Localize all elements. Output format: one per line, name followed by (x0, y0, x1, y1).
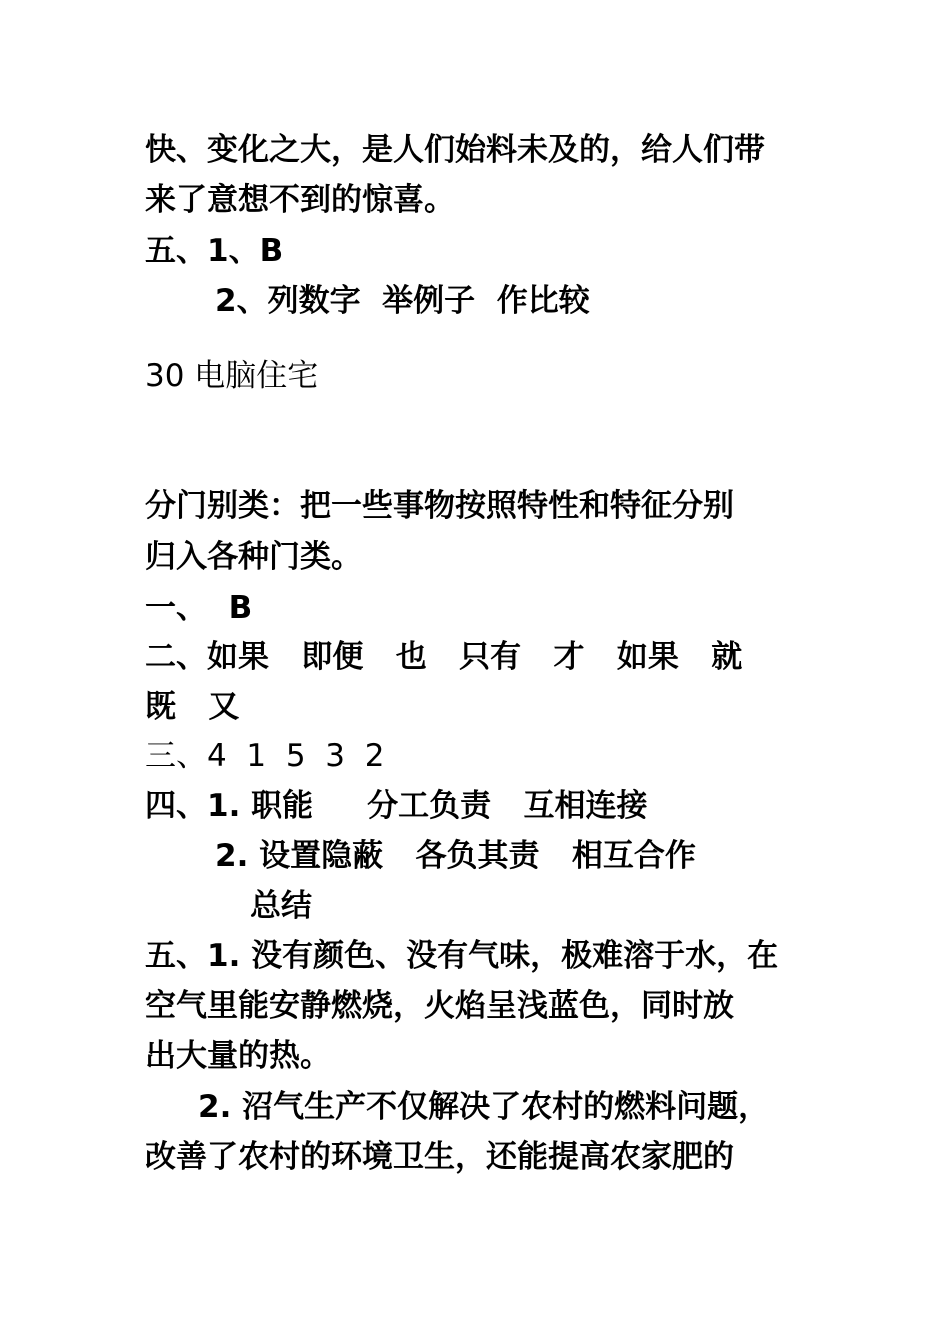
text-line: 空气里能安静燃烧，火焰呈浅蓝色，同时放 (145, 988, 734, 1024)
text-line: 分门别类：把一些事物按照特性和特征分别 (145, 488, 734, 524)
text-line: 归入各种门类。 (145, 539, 362, 575)
text-line: 二、如果 即便 也 只有 才 如果 就 (145, 639, 743, 675)
text-line: 2. 设置隐蔽 各负其责 相互合作 (215, 838, 696, 874)
text-line: 三、4 1 5 3 2 (145, 738, 385, 774)
text-line: 四、1. 职能 分工负责 互相连接 (145, 788, 648, 824)
text-line: 2. 沼气生产不仅解决了农村的燃料问题， (198, 1089, 770, 1125)
text-line: 五、1. 没有颜色、没有气味，极难溶于水，在 (145, 938, 779, 974)
section-heading: 30 电脑住宅 (145, 358, 319, 394)
text-line: 快、变化之大，是人们始料未及的，给人们带 (145, 132, 765, 168)
text-line: 五、1、B (145, 233, 284, 269)
text-line: 改善了农村的环境卫生，还能提高农家肥的 (145, 1139, 734, 1175)
text-line: 一、 B (145, 590, 253, 626)
text-line: 总结 (250, 888, 312, 924)
text-line: 既 又 (145, 689, 240, 725)
text-line: 2、列数字 举例子 作比较 (215, 283, 590, 319)
text-line: 来了意想不到的惊喜。 (145, 182, 455, 218)
text-line: 出大量的热。 (145, 1038, 331, 1074)
